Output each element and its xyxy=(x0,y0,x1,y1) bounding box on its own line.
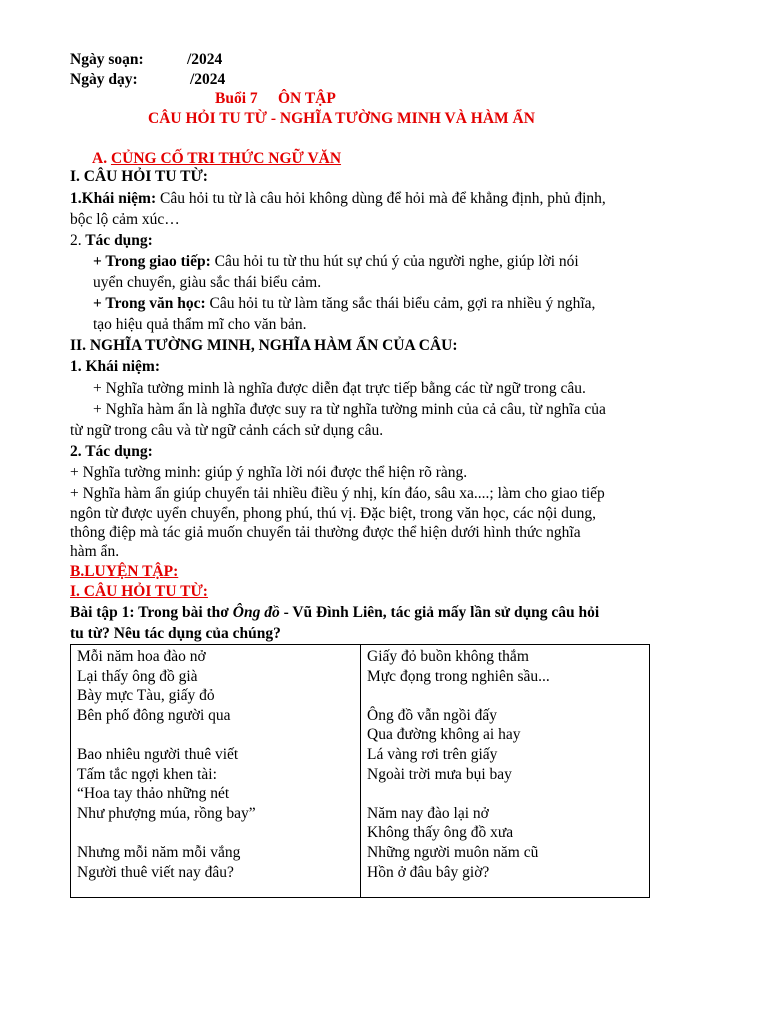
bai-tap-1-c: tu từ? Nêu tác dụng của chúng? xyxy=(70,625,281,642)
van-hoc-text-1: Câu hỏi tu từ làm tăng sắc thái biểu cảm, gợi ra nhiều ý nghĩa, xyxy=(205,295,596,312)
p2-td-2d: hàm ẩn. xyxy=(70,543,120,560)
p2-td-2a: + Nghĩa hàm ẩn giúp chuyển tải nhiều điều ý nhị, kín đáo, sâu xa....; làm cho giao tiếp xyxy=(70,485,605,502)
lesson-topic: ÔN TẬP xyxy=(278,90,336,107)
poem-line-right: Ông đồ vẫn ngồi đấy xyxy=(367,706,498,724)
bai-tap-1-b: - Vũ Đình Liên, tác giả mấy lần sử dụng câu hỏi xyxy=(279,604,600,621)
page-title: CÂU HỎI TU TỪ - NGHĨA TƯỜNG MINH VÀ HÀM ẨN xyxy=(148,110,535,127)
p2-td-1: + Nghĩa tường minh: giúp ý nghĩa lời nói được thể hiện rõ ràng. xyxy=(70,464,468,481)
giao-tiep-text-2: uyển chuyển, giàu sắc thái biểu cảm. xyxy=(93,274,322,291)
poem-line-right: Mực đọng trong nghiên sầu... xyxy=(367,667,550,685)
poem-line-right: Hồn ở đâu bây giờ? xyxy=(367,863,490,881)
poem-table xyxy=(70,644,650,898)
tac-dung-line xyxy=(70,231,153,250)
poem-line-left: Tấm tắc ngợi khen tài: xyxy=(77,765,217,783)
poem-line-right: Giấy đỏ buồn không thắm xyxy=(367,648,529,665)
bai-tap-1-a: Bài tập 1: Trong bài thơ xyxy=(70,604,233,621)
p2-kn-2b: từ ngữ trong câu và từ ngữ cảnh cách sử dụng câu. xyxy=(70,422,384,439)
poem-line-right: Không thấy ông đồ xưa xyxy=(367,824,514,842)
p2-tac-dung-label: 2. Tác dụng: xyxy=(70,443,153,460)
section-a-title: CỦNG CỐ TRI THỨC NGỮ VĂN xyxy=(110,150,342,167)
poem-line-right: Những người muôn năm cũ xyxy=(367,844,539,861)
ngay-soan-label: Ngày soạn: xyxy=(70,51,144,68)
poem-line-right: Lá vàng rơi trên giấy xyxy=(367,746,498,763)
p2-td-2b: ngôn từ được uyển chuyển, phong phú, thú vị. Đặc biệt, trong văn học, các nội dung, xyxy=(70,505,597,522)
poem-table-divider xyxy=(360,645,361,897)
poem-line-left: Mỗi năm hoa đào nở xyxy=(77,648,206,665)
p2-kn-1: + Nghĩa tường minh là nghĩa được diễn đạt trực tiếp bằng các từ ngữ trong câu. xyxy=(93,380,586,397)
tac-dung-num: 2. xyxy=(70,232,82,249)
poem-line-left: Bên phố đông người qua xyxy=(77,706,231,724)
ngay-day-value: /2024 xyxy=(190,71,226,88)
poem-line-left: Người thuê viết nay đâu? xyxy=(77,863,234,881)
part1-title: I. CÂU HỎI TU TỪ: xyxy=(70,168,208,185)
section-a-heading xyxy=(92,149,341,168)
ngay-day-label: Ngày dạy: xyxy=(70,71,138,88)
poem-line-left: Bày mực Tàu, giấy đỏ xyxy=(77,687,215,705)
khai-niem-line xyxy=(70,189,606,208)
van-hoc-line xyxy=(93,294,595,313)
ngay-soan-value: /2024 xyxy=(187,51,223,68)
section-b-title: B.LUYỆN TẬP: xyxy=(70,563,179,580)
khai-niem-text-1: Câu hỏi tu từ là câu hỏi không dùng để hỏi mà để khẳng định, phủ định, xyxy=(156,190,606,207)
poem-line-left: Lại thấy ông đồ già xyxy=(77,667,198,685)
poem-line-left: Như phượng múa, rồng bay” xyxy=(77,804,256,822)
poem-line-right: Năm nay đào lại nở xyxy=(367,804,489,822)
van-hoc-label: + Trong văn học: xyxy=(93,295,206,312)
lesson-number: Buổi 7 xyxy=(215,90,258,107)
p2-td-2c: thông điệp mà tác giả muốn chuyển tải thường được thể hiện dưới hình thức nghĩa xyxy=(70,524,581,541)
poem-line-left: Bao nhiêu người thuê viết xyxy=(77,746,239,763)
poem-line-left: “Hoa tay thảo những nét xyxy=(77,785,230,803)
section-a-prefix: A. xyxy=(92,150,108,167)
ngay-day-line xyxy=(70,70,138,89)
giao-tiep-line xyxy=(93,252,579,271)
ngay-soan-line xyxy=(70,50,144,69)
van-hoc-text-2: tạo hiệu quả thẩm mĩ cho văn bản. xyxy=(93,316,307,333)
giao-tiep-label: + Trong giao tiếp: xyxy=(93,253,211,270)
section-b-part1-title: I. CÂU HỎI TU TỪ: xyxy=(70,583,208,600)
p2-kn-2a: + Nghĩa hàm ẩn là nghĩa được suy ra từ nghĩa tường minh của cả câu, từ nghĩa của xyxy=(93,401,606,418)
poem-line-right: Qua đường không ai hay xyxy=(367,726,521,744)
giao-tiep-text-1: Câu hỏi tu từ thu hút sự chú ý của người nghe, giúp lời nói xyxy=(210,253,579,270)
khai-niem-text-2: bộc lộ cảm xúc… xyxy=(70,211,180,228)
poem-line-left: Nhưng mỗi năm mỗi vắng xyxy=(77,844,241,861)
khai-niem-label: 1.Khái niệm: xyxy=(70,190,157,207)
bai-tap-1-line xyxy=(70,603,599,622)
tac-dung-label: Tác dụng: xyxy=(81,232,153,249)
p2-khai-niem-label: 1. Khái niệm: xyxy=(70,358,160,375)
bai-tap-1-poem: Ông đồ xyxy=(232,604,280,621)
part2-title: II. NGHĨA TƯỜNG MINH, NGHĨA HÀM ẨN CỦA CÂU: xyxy=(70,337,458,354)
poem-line-right: Ngoài trời mưa bụi bay xyxy=(367,765,512,783)
